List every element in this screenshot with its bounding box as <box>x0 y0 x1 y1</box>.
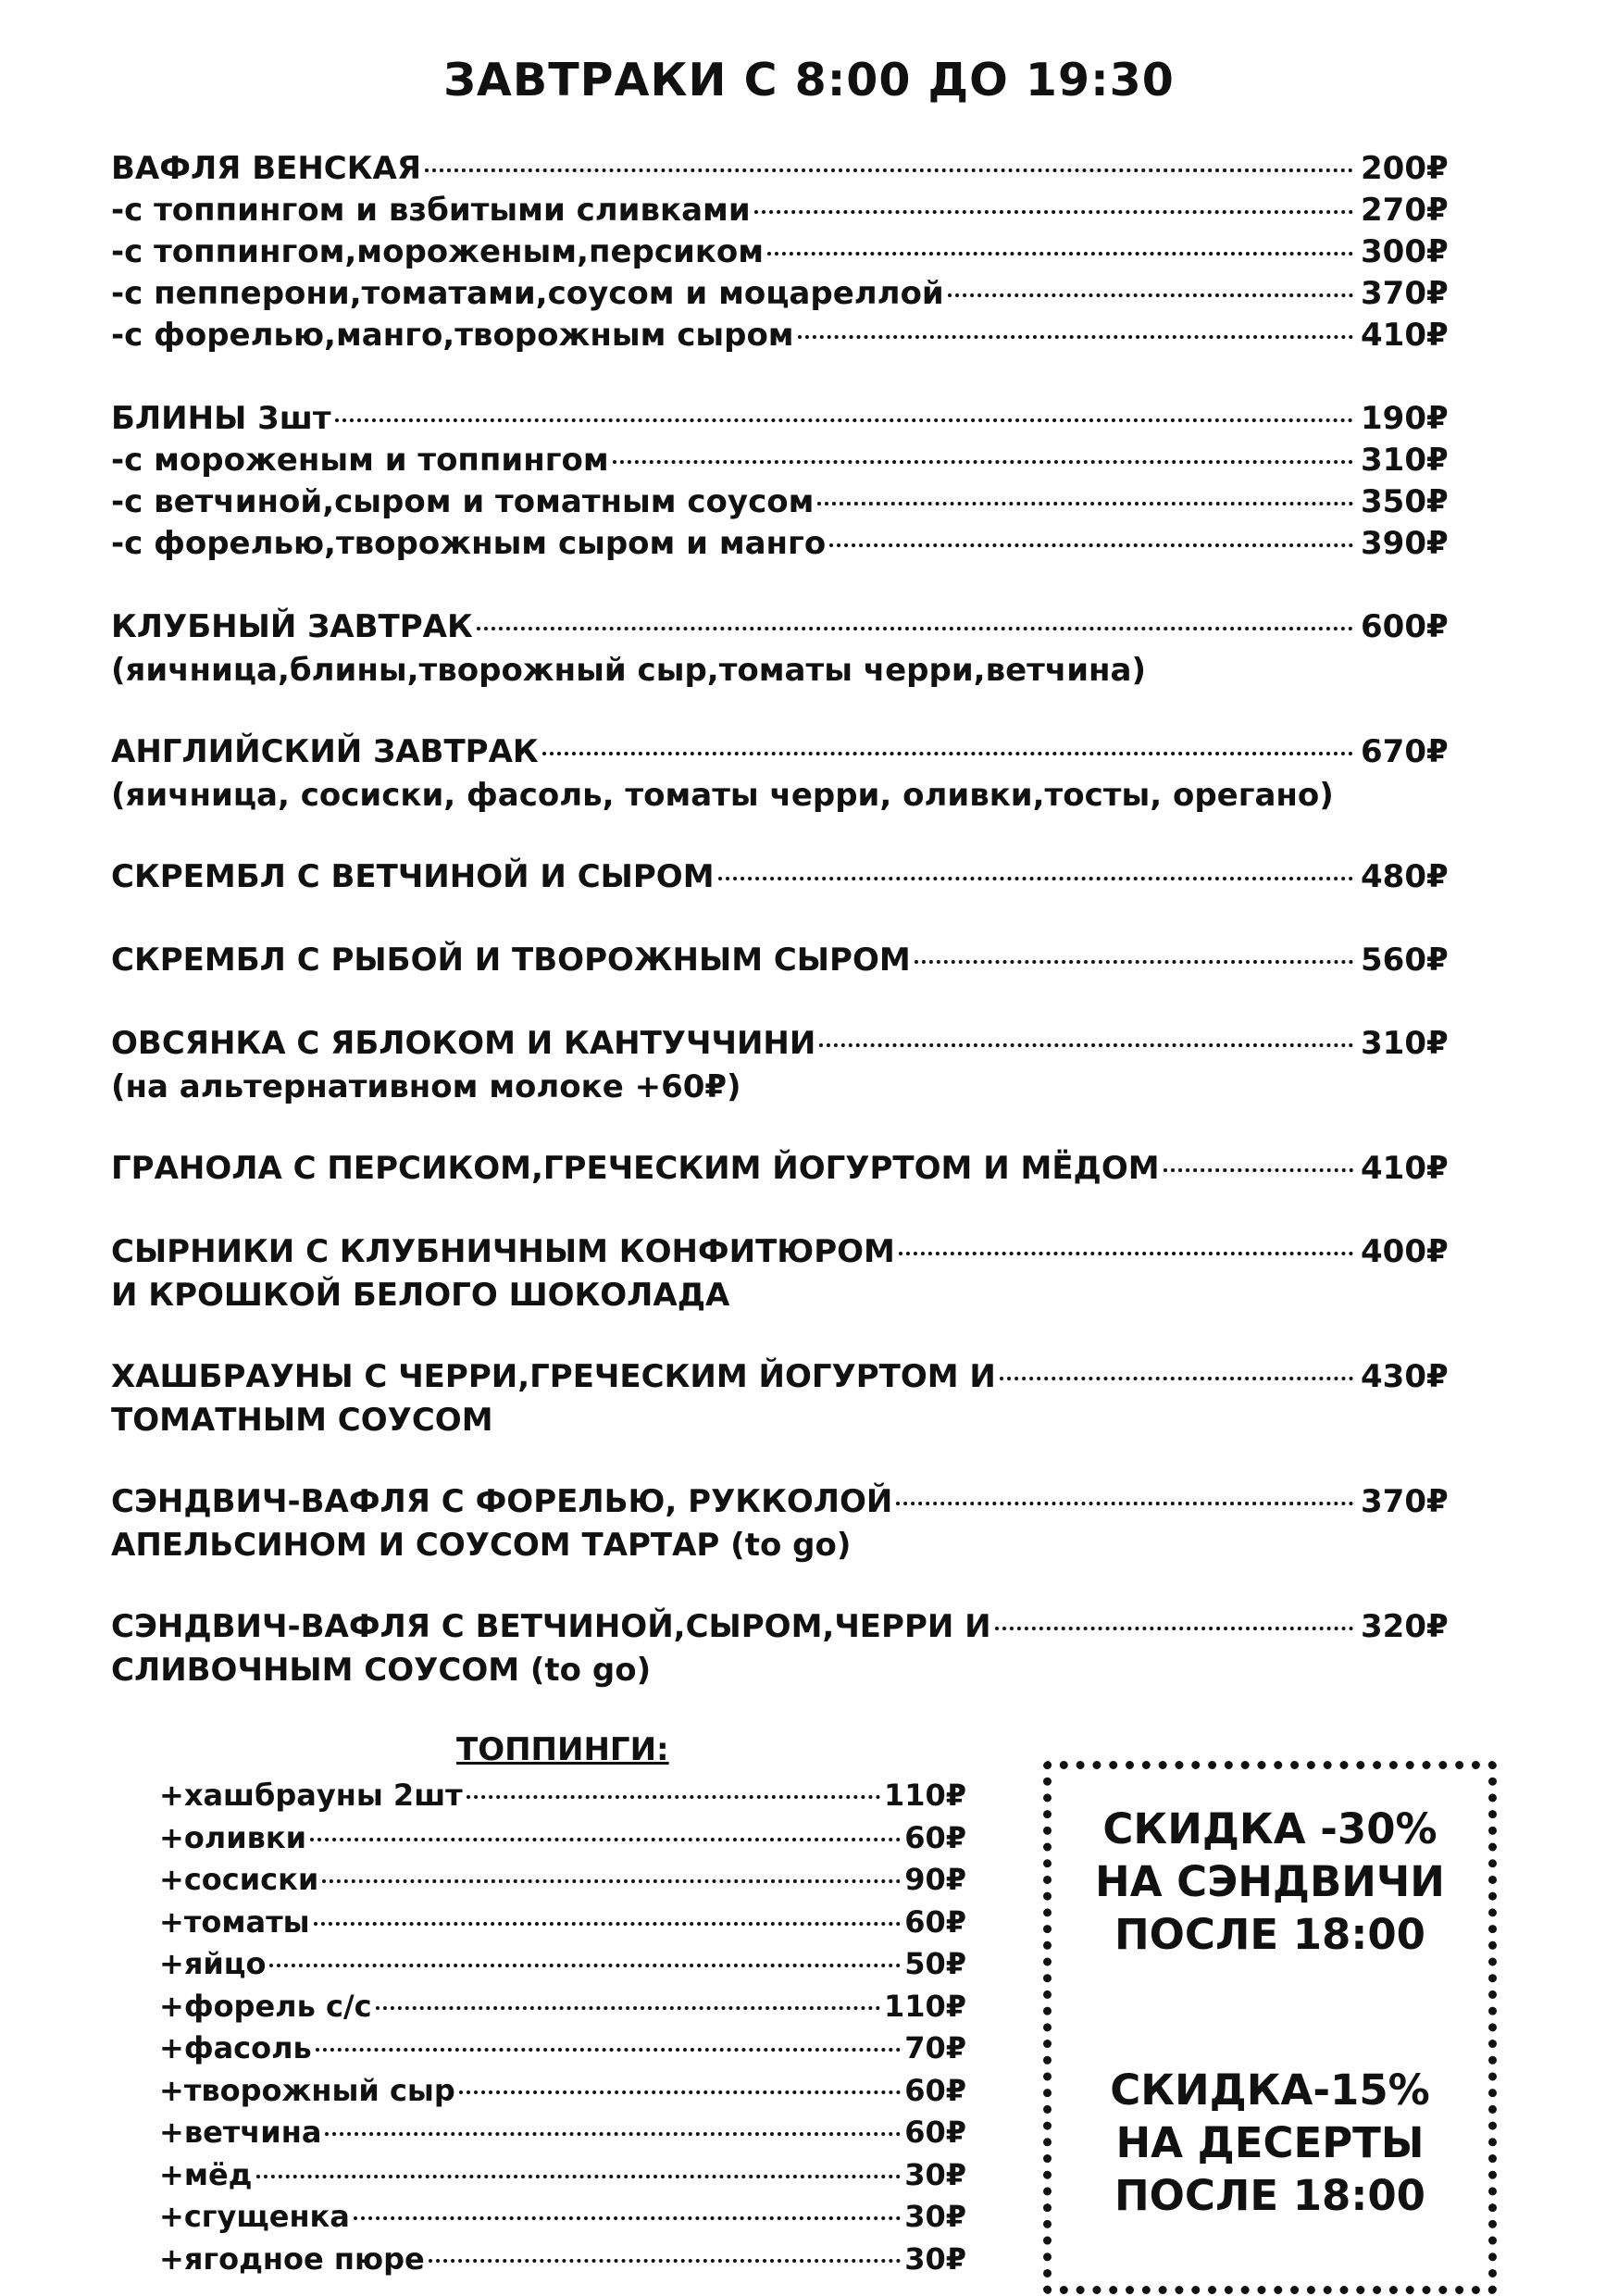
menu-variant-line <box>111 525 1462 567</box>
dot-leader <box>915 960 1353 964</box>
menu-item-line <box>111 400 1462 442</box>
menu-item <box>111 608 1462 692</box>
menu-item-price: 190₽ <box>1361 400 1449 437</box>
menu-item-name: -с ветчиной,сыром и томатным соусом <box>111 483 815 520</box>
menu-item <box>111 1233 1462 1316</box>
menu-item-name: БЛИНЫ 3шт <box>111 400 331 437</box>
topping-name: +творожный сыр <box>159 2072 455 2108</box>
menu-item-price: 560₽ <box>1361 942 1449 979</box>
menu-item-line <box>111 942 1462 983</box>
topping-name: +сгущенка <box>159 2199 350 2234</box>
menu-item-price: 310₽ <box>1361 442 1449 479</box>
menu-item-line <box>111 858 1462 900</box>
menu-item-price: 410₽ <box>1361 1150 1449 1187</box>
toppings-list <box>159 1778 966 2283</box>
menu-item-name: СКРЕМБЛ С РЫБОЙ И ТВОРОЖНЫМ СЫРОМ <box>111 942 911 979</box>
menu-item-price: 400₽ <box>1361 1233 1449 1270</box>
menu-item <box>111 150 1462 358</box>
dot-leader <box>542 752 1353 755</box>
discount-line: НА СЭНДВИЧИ <box>1095 1857 1445 1906</box>
dot-leader <box>754 210 1353 214</box>
dot-leader <box>477 627 1353 630</box>
menu-item-name: КЛУБНЫЙ ЗАВТРАК <box>111 608 473 645</box>
menu-item-description: СЛИВОЧНЫМ СОУСОМ (to go) <box>111 1652 652 1689</box>
menu-item-description: АПЕЛЬСИНОМ И СОУСОМ ТАРТАР (to go) <box>111 1527 852 1564</box>
menu-list <box>111 150 1462 1733</box>
dot-leader <box>269 1964 901 1967</box>
topping-line <box>159 1989 966 2031</box>
topping-price: 90₽ <box>904 1862 966 1897</box>
menu-item-price: 370₽ <box>1361 275 1449 312</box>
menu-item-description: (на альтернативном молоке +60₽) <box>111 1068 741 1105</box>
menu-variant-line <box>111 317 1462 358</box>
topping-price: 60₽ <box>904 2115 966 2150</box>
topping-name: +ветчина <box>159 2115 322 2150</box>
menu-variant-line <box>111 192 1462 233</box>
menu-item-price: 200₽ <box>1361 150 1449 187</box>
toppings-title: ТОППИНГИ: <box>456 1731 669 1768</box>
menu-item <box>111 1025 1462 1108</box>
discount-line: СКИДКА -30% <box>1102 1804 1438 1853</box>
dot-leader <box>256 2175 902 2178</box>
dot-leader <box>325 2132 901 2136</box>
dot-leader <box>459 2090 901 2094</box>
menu-item-line <box>111 1483 1462 1525</box>
menu-item <box>111 858 1462 900</box>
topping-line <box>159 2241 966 2284</box>
dot-leader <box>316 2048 901 2052</box>
topping-line <box>159 2157 966 2200</box>
menu-item-price: 670₽ <box>1361 733 1449 770</box>
menu-item-description: ТОМАТНЫМ СОУСОМ <box>111 1402 493 1439</box>
topping-price: 30₽ <box>904 2156 966 2192</box>
menu-item-price: 310₽ <box>1361 1025 1449 1062</box>
dot-leader <box>425 168 1353 172</box>
menu-item-name: АНГЛИЙСКИЙ ЗАВТРАК <box>111 733 539 770</box>
topping-price: 70₽ <box>904 2030 966 2065</box>
menu-item-price: 350₽ <box>1361 483 1449 520</box>
topping-price: 30₽ <box>904 2240 966 2277</box>
topping-name: +мёд <box>159 2156 253 2192</box>
topping-line <box>159 1904 966 1947</box>
topping-name: +томаты <box>159 1903 310 1940</box>
dot-leader <box>429 2259 902 2263</box>
dot-leader <box>322 1879 901 1883</box>
menu-item-name: СЭНДВИЧ-ВАФЛЯ С ВЕТЧИНОЙ,СЫРОМ,ЧЕРРИ И <box>111 1608 991 1645</box>
topping-price: 60₽ <box>904 1819 966 1855</box>
topping-line <box>159 1820 966 1863</box>
menu-item-price: 390₽ <box>1361 525 1449 562</box>
menu-item <box>111 733 1462 817</box>
menu-item-price: 430₽ <box>1361 1358 1449 1395</box>
menu-item-price: 270₽ <box>1361 192 1449 229</box>
dot-leader <box>995 1627 1353 1630</box>
topping-price: 110₽ <box>883 1988 966 2024</box>
menu-item-name: ОВСЯНКА С ЯБЛОКОМ И КАНТУЧЧИНИ <box>111 1025 816 1062</box>
menu-item-description: И КРОШКОЙ БЕЛОГО ШОКОЛАДА <box>111 1277 730 1314</box>
menu-item-price: 370₽ <box>1361 1483 1449 1520</box>
menu-item-line <box>111 1358 1462 1400</box>
dot-leader <box>896 1502 1353 1505</box>
menu-item-line <box>111 1150 1462 1192</box>
discount-line: ПОСЛЕ 18:00 <box>1114 2171 1425 2220</box>
menu-item-line <box>111 608 1462 650</box>
discount-box <box>1043 1761 1497 2294</box>
dot-leader <box>767 252 1353 256</box>
topping-line <box>159 2073 966 2115</box>
menu-item-line <box>111 1233 1462 1275</box>
topping-price: 60₽ <box>904 2072 966 2108</box>
dot-leader <box>310 1838 901 1841</box>
topping-line <box>159 2199 966 2241</box>
menu-item <box>111 400 1462 567</box>
menu-item-description: (яичница, сосиски, фасоль, томаты черри, оливки,тосты, орегано) <box>111 777 1334 814</box>
topping-price: 30₽ <box>904 2199 966 2234</box>
menu-item-name: ВАФЛЯ ВЕНСКАЯ <box>111 150 422 187</box>
dot-leader <box>1164 1168 1353 1172</box>
menu-item-name: -с пепперони,томатами,соусом и моцареллой <box>111 275 944 312</box>
topping-line <box>159 2030 966 2073</box>
dot-leader <box>798 335 1353 339</box>
topping-price: 60₽ <box>904 1903 966 1940</box>
topping-price: 50₽ <box>904 1946 966 1981</box>
menu-item-name: ХАШБРАУНЫ С ЧЕРРИ,ГРЕЧЕСКИМ ЙОГУРТОМ И <box>111 1358 996 1395</box>
menu-item-name: -с форелью,манго,творожным сыром <box>111 317 794 354</box>
menu-item-name: ГРАНОЛА С ПЕРСИКОМ,ГРЕЧЕСКИМ ЙОГУРТОМ И МЁДОМ <box>111 1150 1160 1187</box>
menu-variant-line <box>111 275 1462 317</box>
menu-item-price: 410₽ <box>1361 317 1449 354</box>
topping-line <box>159 1946 966 1989</box>
dot-leader <box>314 1922 902 1926</box>
menu-item-name: -с мороженым и топпингом <box>111 442 609 479</box>
topping-name: +оливки <box>159 1819 307 1855</box>
menu-item <box>111 1608 1462 1691</box>
dot-leader <box>1000 1377 1353 1380</box>
topping-price: 110₽ <box>883 1778 966 1813</box>
menu-item-line <box>111 733 1462 775</box>
menu-item-price: 300₽ <box>1361 233 1449 270</box>
menu-item-name: СКРЕМБЛ С ВЕТЧИНОЙ И СЫРОМ <box>111 858 715 895</box>
menu-item <box>111 1483 1462 1566</box>
menu-item-price: 480₽ <box>1361 858 1449 895</box>
topping-line <box>159 1862 966 1904</box>
menu-item-price: 600₽ <box>1361 608 1449 645</box>
dot-leader <box>829 543 1353 547</box>
dot-leader <box>899 1252 1353 1255</box>
menu-item-name: -с форелью,творожным сыром и манго <box>111 525 827 562</box>
menu-item-name: -с топпингом,мороженым,персиком <box>111 233 765 270</box>
menu-item-description: (яичница,блины,творожный сыр,томаты черри,ветчина) <box>111 652 1147 689</box>
topping-name: +сосиски <box>159 1862 319 1897</box>
menu-item-name: СЭНДВИЧ-ВАФЛЯ С ФОРЕЛЬЮ, РУККОЛОЙ <box>111 1483 893 1520</box>
menu-item-line <box>111 1608 1462 1650</box>
menu-item-name: -с топпингом и взбитыми сливками <box>111 192 751 229</box>
discount-line: СКИДКА-15% <box>1110 2065 1430 2115</box>
menu-item-price: 320₽ <box>1361 1608 1449 1645</box>
page-title: ЗАВТРАКИ С 8:00 ДО 19:30 <box>443 54 1175 106</box>
discount-sandwiches <box>1052 1803 1488 1961</box>
dot-leader <box>613 460 1353 464</box>
discount-line: НА ДЕСЕРТЫ <box>1115 2118 1425 2167</box>
dot-leader <box>819 1043 1353 1047</box>
topping-name: +яйцо <box>159 1946 267 1981</box>
dot-leader <box>817 502 1353 505</box>
topping-line <box>159 2115 966 2157</box>
discount-desserts <box>1052 2064 1488 2222</box>
dot-leader <box>948 293 1353 297</box>
menu-item-name: СЫРНИКИ С КЛУБНИЧНЫМ КОНФИТЮРОМ <box>111 1233 895 1270</box>
menu-item <box>111 942 1462 983</box>
menu-variant-line <box>111 483 1462 525</box>
topping-name: +форель с/с <box>159 1988 372 2024</box>
menu-item <box>111 1358 1462 1441</box>
dot-leader <box>376 2006 880 2010</box>
menu-variant-line <box>111 233 1462 275</box>
topping-line <box>159 1778 966 1820</box>
dot-leader <box>335 418 1353 422</box>
dot-leader <box>718 877 1353 880</box>
topping-name: +ягодное пюре <box>159 2240 425 2277</box>
discount-line: ПОСЛЕ 18:00 <box>1114 1910 1425 1959</box>
dot-leader <box>467 1795 880 1799</box>
menu-item-line <box>111 150 1462 192</box>
menu-variant-line <box>111 442 1462 483</box>
dot-leader <box>354 2216 901 2220</box>
topping-name: +фасоль <box>159 2030 312 2065</box>
menu-item <box>111 1150 1462 1192</box>
menu-item-line <box>111 1025 1462 1067</box>
topping-name: +хашбрауны 2шт <box>159 1778 463 1813</box>
